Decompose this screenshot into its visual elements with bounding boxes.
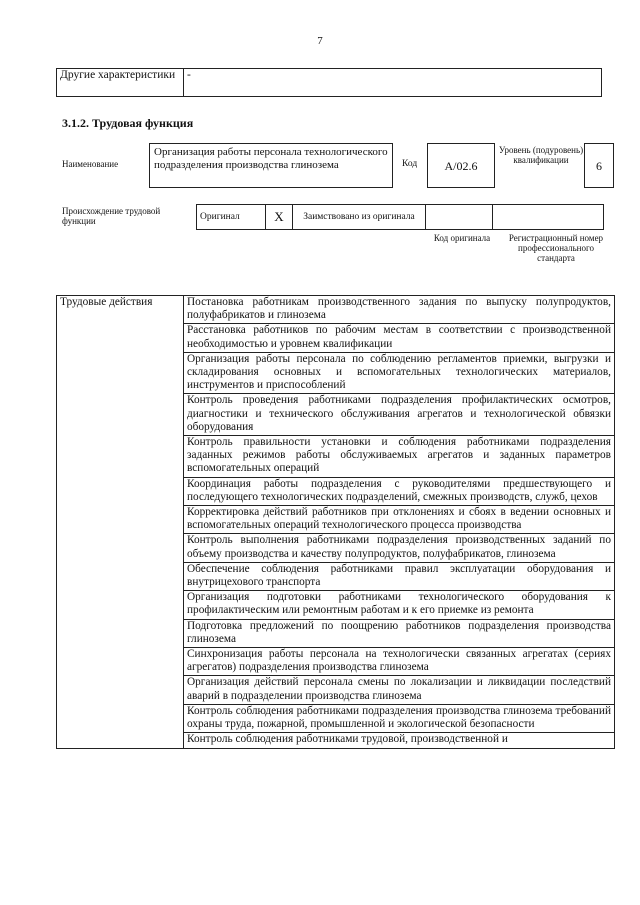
labor-action-item: Постановка работникам производственного задания по выпуску полупродуктов, полуфабрикатов и глинозема xyxy=(184,296,615,324)
registration-number-caption: Регистрационный номер профессионального стандарта xyxy=(508,233,604,263)
origin-table xyxy=(196,204,604,230)
labor-action-item: Контроль соблюдения работниками подразделения производства глинозема требований охраны труда, пожарной, промышленной и экологической безопасности xyxy=(184,704,615,732)
labor-action-item: Синхронизация работы персонала на технологически связанных агрегатах (сериях агрегатов) подразделения производства глинозема xyxy=(184,648,615,676)
labor-action-item: Организация подготовки работниками технологического оборудования к профилактическим или ремонтным работам и к его приемке из ремонта xyxy=(184,591,615,619)
labor-action-item: Контроль выполнения работниками подразделения производственных заданий по объему производства и качеству полупродуктов, полуфабрикатов, глинозема xyxy=(184,534,615,562)
qualification-level-label: Уровень (подуровень) квалификации xyxy=(498,145,584,165)
labor-action-item: Расстановка работников по рабочим местам в соответствии с производственной необходимостью и уровнем квалификации xyxy=(184,324,615,352)
other-characteristics-table xyxy=(56,68,602,97)
function-name-value: Организация работы персонала технологического подразделения производства глинозема xyxy=(149,143,393,188)
other-characteristics-value: - xyxy=(184,69,602,97)
original-code-caption: Код оригинала xyxy=(433,233,491,243)
labor-action-item: Организация действий персонала смены по локализации и ликвидации последствий аварий в подразделении производства глинозема xyxy=(184,676,615,704)
labor-action-row xyxy=(57,296,615,324)
labor-actions-table xyxy=(56,295,615,749)
function-name-label: Наименование xyxy=(62,159,119,169)
labor-action-item: Обеспечение соблюдения работниками правил эксплуатации оборудования и внутрицехового транспорта xyxy=(184,562,615,590)
labor-actions-label: Трудовые действия xyxy=(57,296,184,749)
original-code-cell xyxy=(426,205,493,230)
origin-label: Происхождение трудовой функции xyxy=(62,206,161,226)
labor-action-item: Координация работы подразделения с руководителями предшествующего и последующего технологических подразделений, смежных производств, служб, цехов xyxy=(184,477,615,505)
labor-action-item: Организация работы персонала по соблюдению регламентов приемки, выгрузки и складирования основных и вспомогательных технологических материалов, инструментов и приспособлений xyxy=(184,352,615,394)
section-title: 3.1.2. Трудовая функция xyxy=(62,116,194,130)
labor-action-item: Контроль правильности установки и соблюдения работниками подразделения заданных режимов работы обслуживаемых агрегатов и заданных параметров вспомогательных операций xyxy=(184,436,615,478)
function-code-label: Код xyxy=(402,159,418,169)
page-number: 7 xyxy=(317,35,323,47)
registration-number-cell xyxy=(493,205,604,230)
qualification-level-value: 6 xyxy=(584,143,614,188)
function-code-value: A/02.6 xyxy=(427,143,495,188)
borrowed-label: Заимствовано из оригинала xyxy=(293,205,426,230)
original-mark: X xyxy=(266,205,293,230)
other-characteristics-label: Другие характеристики xyxy=(57,69,184,97)
labor-action-item: Подготовка предложений по поощрению работников подразделения производства глинозема xyxy=(184,619,615,647)
original-label: Оригинал xyxy=(197,205,266,230)
labor-action-item: Корректировка действий работников при отклонениях и сбоях в ведении основных и вспомогательных операций технологического процесса производства xyxy=(184,506,615,534)
labor-action-item: Контроль проведения работниками подразделения профилактических осмотров, диагностики и технического обслуживания агрегатов и технологической обвязки оборудования xyxy=(184,394,615,436)
labor-action-item: Контроль соблюдения работниками трудовой, производственной и xyxy=(184,733,615,748)
